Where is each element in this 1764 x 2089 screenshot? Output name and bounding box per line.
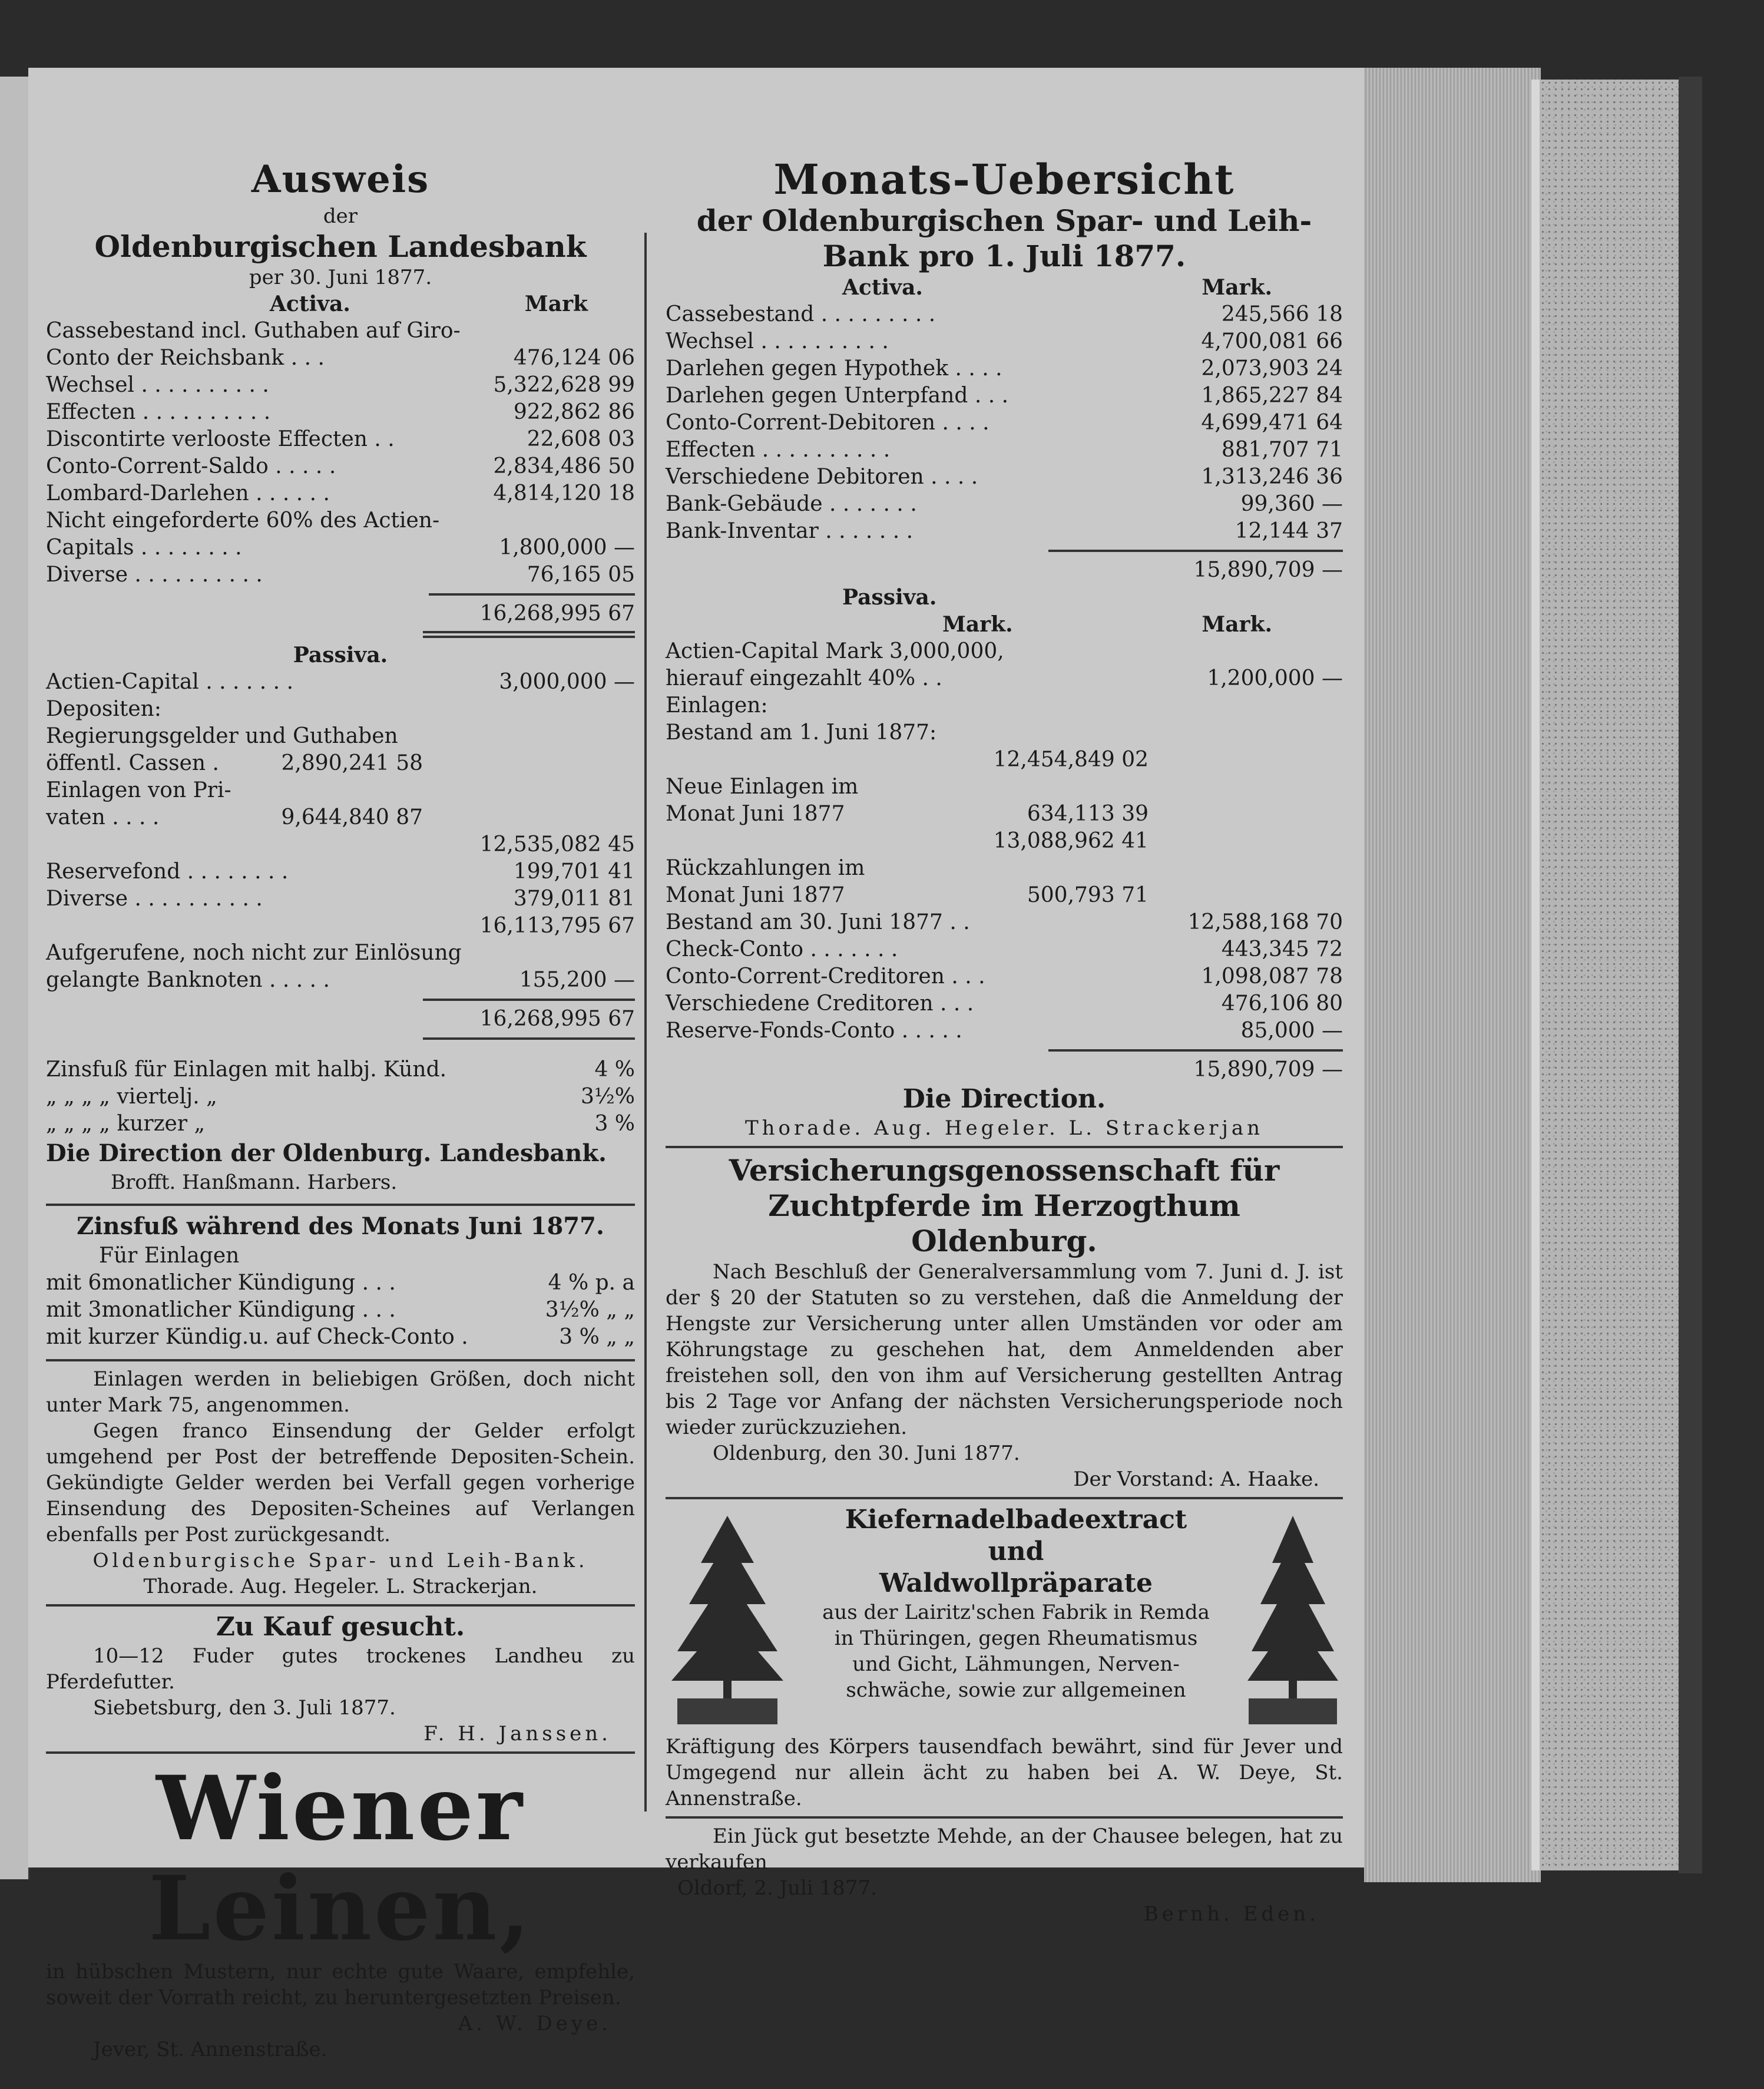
kiefer-l4: schwäche, sowie zur allgemeinen bbox=[846, 1678, 1186, 1702]
monat-sub1: der Oldenburgischen Spar- und Leih- bbox=[696, 203, 1312, 238]
activa-total: 16,268,995 67 bbox=[479, 601, 635, 626]
row-value: 881,707 71 bbox=[1221, 438, 1343, 462]
table-row bbox=[666, 1017, 1343, 1044]
pine-tree-icon bbox=[666, 1516, 789, 1728]
row-value: 1,200,000 — bbox=[1207, 666, 1343, 690]
row-label: Wechsel . . . . . . . . . . bbox=[46, 373, 269, 397]
zinsfuss-title: Zinsfuß während des Monats Juni 1877. bbox=[77, 1212, 604, 1240]
row-label: Actien-Capital Mark 3,000,000, bbox=[666, 639, 1004, 663]
kiefer-l2: in Thüringen, gegen Rheumatismus bbox=[834, 1627, 1198, 1650]
table-row bbox=[46, 453, 635, 480]
book-cover bbox=[1531, 80, 1687, 1870]
left-column bbox=[46, 156, 635, 2062]
row-label: Bestand am 1. Juni 1877: bbox=[666, 720, 937, 745]
wiener-place: Jever, St. Annenstraße. bbox=[93, 2038, 327, 2061]
row-value: 3½% bbox=[580, 1085, 635, 1109]
table-row bbox=[666, 990, 1343, 1017]
monat-activa-label: Activa. bbox=[842, 275, 923, 300]
landesbank-signers: Brofft. Hanßmann. Harbers. bbox=[111, 1171, 398, 1194]
monat-passiva-total: 15,890,709 — bbox=[1193, 1057, 1343, 1082]
monat-direction: Die Direction. bbox=[902, 1084, 1106, 1114]
row-value: 245,566 18 bbox=[1221, 302, 1343, 326]
wiener-text: in hübschen Mustern, nur echte gute Waare, empfehle, soweit der Vorrath reicht, zu heruntergesetzten Preisen. bbox=[46, 1960, 635, 2009]
row-label: Verschiedene Debitoren . . . . bbox=[666, 465, 978, 489]
previous-page-edge bbox=[0, 77, 30, 1879]
table-row bbox=[46, 507, 635, 534]
row-value: 5,322,628 99 bbox=[493, 373, 635, 397]
row-value: 155,200 — bbox=[519, 968, 635, 992]
table-row bbox=[46, 913, 635, 940]
monat-passiva-label: Passiva. bbox=[842, 585, 937, 610]
table-row bbox=[46, 1056, 635, 1083]
zinsfuss-rates bbox=[46, 1056, 635, 1138]
monat-passiva-mark-row bbox=[666, 611, 1343, 638]
row-label: Einlagen: bbox=[666, 693, 768, 718]
row-label: Discontirte verlooste Effecten . . bbox=[46, 427, 395, 451]
row-label: Bestand am 30. Juni 1877 . . bbox=[666, 910, 970, 934]
row-label: öffentl. Cassen . bbox=[46, 751, 219, 775]
monat-activa-total: 15,890,709 — bbox=[1193, 558, 1343, 582]
row-label: Cassebestand incl. Guthaben auf Giro- bbox=[46, 319, 461, 343]
monat-activa-total-row bbox=[666, 557, 1343, 584]
kauf-place: Siebetsburg, den 3. Juli 1877. bbox=[93, 1696, 396, 1720]
table-row bbox=[46, 1083, 635, 1110]
cover-edge bbox=[1679, 77, 1702, 1873]
zinsfuss-fuer: Für Einlagen bbox=[99, 1244, 240, 1268]
row-label: hierauf eingezahlt 40% . . bbox=[666, 666, 942, 690]
row-label: Actien-Capital . . . . . . . bbox=[46, 670, 294, 694]
kiefer-text: Kräftigung des Körpers tausendfach bewährt, sind für Jever und Umgegend nur allein ächt zu haben bei A. W. Deye, St. Annenstraße. bbox=[666, 1735, 1343, 1810]
row-value: 1,098,087 78 bbox=[1201, 964, 1343, 989]
row-value: 2,073,903 24 bbox=[1201, 356, 1343, 381]
table-row bbox=[666, 692, 1343, 719]
row-value: 12,588,168 70 bbox=[1187, 910, 1343, 934]
row-label: Effecten . . . . . . . . . . bbox=[666, 438, 891, 462]
row-value: 3 % „ „ bbox=[559, 1325, 635, 1349]
row-label: Einlagen von Pri- bbox=[46, 778, 231, 802]
passiva-total: 16,268,995 67 bbox=[479, 1007, 635, 1031]
row-subvalue: 13,088,962 41 bbox=[993, 829, 1149, 853]
table-row bbox=[666, 828, 1343, 855]
table-row bbox=[46, 858, 635, 885]
activa-label: Activa. bbox=[270, 292, 350, 316]
versich-title3: Oldenburg. bbox=[911, 1224, 1097, 1258]
table-row bbox=[46, 885, 635, 913]
row-subvalue: 9,644,840 87 bbox=[281, 805, 423, 829]
row-label: Diverse . . . . . . . . . . bbox=[46, 563, 263, 587]
row-label: Darlehen gegen Hypothek . . . . bbox=[666, 356, 1002, 381]
row-value: 1,313,246 36 bbox=[1201, 465, 1343, 489]
zinsfuss-para2: Gegen franco Einsendung der Gelder erfolgt umgehend per Post der betreffende Depositen-Schein. Gekündigte Gelder werden bei Verfall gegen vorherige Einsendung des Depositen-Scheines auf Verlangen ebenfalls per Post zurückgesandt. bbox=[46, 1419, 635, 1546]
activa-total-row bbox=[46, 600, 635, 627]
row-label: mit 3monatlicher Kündigung . . . bbox=[46, 1298, 396, 1322]
row-value: 12,535,082 45 bbox=[479, 832, 635, 857]
row-label: Conto-Corrent-Creditoren . . . bbox=[666, 964, 985, 989]
row-value: 4,700,081 66 bbox=[1201, 329, 1343, 353]
table-row bbox=[46, 1270, 635, 1297]
row-label: Rückzahlungen im bbox=[666, 856, 865, 880]
table-row bbox=[666, 963, 1343, 990]
row-subvalue: 2,890,241 58 bbox=[281, 751, 423, 775]
passiva-total-row bbox=[46, 1006, 635, 1033]
table-row bbox=[46, 696, 635, 723]
row-subvalue: 500,793 71 bbox=[1027, 883, 1149, 907]
row-value: 99,360 — bbox=[1240, 492, 1343, 516]
monat-mark-mid: Mark. bbox=[942, 612, 1013, 637]
table-row bbox=[46, 967, 635, 994]
monat-passiva-list bbox=[666, 638, 1343, 1044]
kauf-signer: F. H. Janssen. bbox=[423, 1722, 611, 1746]
column-rule bbox=[644, 233, 647, 1812]
row-label: Nicht eingeforderte 60% des Actien- bbox=[46, 508, 440, 533]
newspaper-page bbox=[28, 68, 1364, 2061]
table-row bbox=[46, 750, 635, 777]
table-row bbox=[666, 518, 1343, 545]
sparbank-signers: Thorade. Aug. Hegeler. L. Strackerjan. bbox=[143, 1575, 538, 1598]
row-value: 476,124 06 bbox=[513, 346, 635, 370]
row-value: 12,144 37 bbox=[1235, 519, 1343, 543]
row-label: Monat Juni 1877 bbox=[666, 802, 845, 826]
row-value: 4,814,120 18 bbox=[493, 481, 635, 505]
row-label: Neue Einlagen im bbox=[666, 775, 859, 799]
kiefer-t1: Kiefernadelbadeextract bbox=[845, 1505, 1187, 1535]
row-label: Wechsel . . . . . . . . . . bbox=[666, 329, 889, 353]
table-row bbox=[666, 855, 1343, 882]
row-value: 1,800,000 — bbox=[499, 536, 635, 560]
row-value: 199,701 41 bbox=[513, 860, 635, 884]
passiva-label: Passiva. bbox=[293, 643, 388, 667]
kiefer-center bbox=[795, 1504, 1237, 1703]
row-label: „ „ „ „ viertelj. „ bbox=[46, 1085, 217, 1109]
table-row bbox=[46, 399, 635, 426]
row-label: „ „ „ „ kurzer „ bbox=[46, 1112, 206, 1136]
juck-signer: Bernh. Eden. bbox=[1143, 1902, 1319, 1926]
row-label: Check-Conto . . . . . . . bbox=[666, 937, 898, 961]
table-row bbox=[666, 382, 1343, 409]
row-label: Effecten . . . . . . . . . . bbox=[46, 400, 271, 424]
row-label: Regierungsgelder und Guthaben bbox=[46, 724, 398, 748]
row-label: Bank-Gebäude . . . . . . . bbox=[666, 492, 917, 516]
table-row bbox=[666, 936, 1343, 963]
row-label: mit 6monatlicher Kündigung . . . bbox=[46, 1271, 396, 1295]
row-label: Bank-Inventar . . . . . . . bbox=[666, 519, 914, 543]
wiener-signer: A. W. Deye. bbox=[458, 2012, 611, 2035]
row-label: Conto der Reichsbank . . . bbox=[46, 346, 325, 370]
table-row bbox=[46, 804, 635, 831]
zinsfuss-list bbox=[46, 1270, 635, 1351]
ausweis-bank: Oldenburgischen Landesbank bbox=[94, 229, 587, 264]
juck-text: Ein Jück gut besetzte Mehde, an der Chausee belegen, hat zu verkaufen bbox=[666, 1824, 1343, 1874]
versich-text: Nach Beschluß der Generalversammlung vom 7. Juni d. J. ist der § 20 der Statuten so zu verstehen, daß die Anmeldung der Hengste zur Versicherung unter allen Umständen vor oder am Köhrungstage zu geschehen hat, dem Anmeldenden aber freistehen soll, den von ihm auf Versicherung gestellten Antrag bis 2 Tage vor Anfang der nächsten Versicherungsperiode noch wieder zurückzuziehen. bbox=[666, 1260, 1343, 1439]
table-row bbox=[666, 355, 1343, 382]
row-label: Verschiedene Creditoren . . . bbox=[666, 991, 974, 1016]
table-row bbox=[666, 491, 1343, 518]
row-label: Depositen: bbox=[46, 697, 161, 721]
table-row bbox=[46, 831, 635, 858]
row-value: 3,000,000 — bbox=[499, 670, 635, 694]
row-label: Darlehen gegen Unterpfand . . . bbox=[666, 384, 1009, 408]
table-row bbox=[46, 1324, 635, 1351]
row-label: gelangte Banknoten . . . . . bbox=[46, 968, 330, 992]
table-row bbox=[46, 777, 635, 804]
table-row bbox=[46, 940, 635, 967]
mark-label: Mark bbox=[524, 292, 588, 316]
row-value: 2,834,486 50 bbox=[493, 454, 635, 478]
row-label: Zinsfuß für Einlagen mit halbj. Künd. bbox=[46, 1057, 447, 1082]
landesbank-direction: Die Direction der Oldenburg. Landesbank. bbox=[46, 1139, 607, 1167]
table-row bbox=[666, 774, 1343, 801]
table-row bbox=[46, 723, 635, 750]
ausweis-activa-list bbox=[46, 318, 635, 589]
table-row bbox=[46, 426, 635, 453]
row-label: Cassebestand . . . . . . . . . bbox=[666, 302, 936, 326]
monat-title: Monats-Uebersicht bbox=[773, 155, 1235, 204]
monat-signers: Thorade. Aug. Hegeler. L. Strackerjan bbox=[744, 1116, 1264, 1140]
table-row bbox=[46, 345, 635, 372]
row-subvalue: 634,113 39 bbox=[1027, 802, 1149, 826]
wiener-title: Wiener Leinen, bbox=[148, 1757, 532, 1961]
row-value: 3 % bbox=[594, 1112, 635, 1136]
row-label: Reservefond . . . . . . . . bbox=[46, 860, 289, 884]
ausweis-date: per 30. Juni 1877. bbox=[249, 266, 432, 289]
monat-sub2: Bank pro 1. Juli 1877. bbox=[822, 239, 1186, 273]
table-row bbox=[46, 669, 635, 696]
table-row bbox=[46, 318, 635, 345]
row-value: 443,345 72 bbox=[1221, 937, 1343, 961]
versich-title1: Versicherungsgenossenschaft für bbox=[729, 1153, 1280, 1188]
monat-mark-right: Mark. bbox=[1202, 612, 1272, 637]
row-value: 379,011 81 bbox=[513, 887, 635, 911]
row-subvalue: 12,454,849 02 bbox=[993, 748, 1149, 772]
kiefer-l1: aus der Lairitz'schen Fabrik in Remda bbox=[822, 1601, 1210, 1624]
monat-activa-header bbox=[666, 274, 1343, 301]
table-row bbox=[666, 437, 1343, 464]
kiefer-t3: Waldwollpräparate bbox=[879, 1568, 1153, 1598]
row-value: 476,106 80 bbox=[1221, 991, 1343, 1016]
monat-mark-label: Mark. bbox=[1202, 275, 1272, 300]
row-value: 4 % bbox=[594, 1057, 635, 1082]
row-value: 1,865,227 84 bbox=[1201, 384, 1343, 408]
row-label: Monat Juni 1877 bbox=[666, 883, 845, 907]
table-row bbox=[666, 719, 1343, 746]
table-row bbox=[666, 464, 1343, 491]
table-row bbox=[666, 882, 1343, 909]
monat-activa-list bbox=[666, 301, 1343, 545]
row-label: mit kurzer Kündig.u. auf Check-Conto . bbox=[46, 1325, 468, 1349]
table-row bbox=[46, 1297, 635, 1324]
juck-place: Oldorf, 2. Juli 1877. bbox=[677, 1876, 877, 1900]
row-label: Lombard-Darlehen . . . . . . bbox=[46, 481, 330, 505]
monat-passiva-row bbox=[666, 584, 1343, 611]
row-label: Capitals . . . . . . . . bbox=[46, 536, 242, 560]
table-row bbox=[666, 909, 1343, 936]
ausweis-der: der bbox=[323, 204, 358, 228]
kiefer-l3: und Gicht, Lähmungen, Nerven- bbox=[852, 1652, 1180, 1676]
table-row bbox=[46, 561, 635, 589]
versich-place: Oldenburg, den 30. Juni 1877. bbox=[713, 1442, 1020, 1465]
page-block-edge bbox=[1364, 68, 1541, 1882]
table-row bbox=[46, 534, 635, 561]
row-label: Conto-Corrent-Saldo . . . . . bbox=[46, 454, 336, 478]
ausweis-title: Ausweis bbox=[251, 157, 430, 201]
ausweis-passiva-list bbox=[46, 669, 635, 994]
row-value: 4 % p. a bbox=[548, 1271, 635, 1295]
row-value: 85,000 — bbox=[1240, 1019, 1343, 1043]
row-value: 3½% „ „ bbox=[545, 1298, 635, 1322]
kiefer-ad bbox=[666, 1504, 1343, 1734]
table-row bbox=[46, 1110, 635, 1138]
table-row bbox=[666, 409, 1343, 437]
table-row bbox=[46, 372, 635, 399]
right-column bbox=[666, 156, 1343, 1927]
table-row bbox=[666, 746, 1343, 774]
row-value: 4,699,471 64 bbox=[1201, 411, 1343, 435]
table-row bbox=[666, 638, 1343, 665]
table-row bbox=[666, 328, 1343, 355]
row-label: Aufgerufene, noch nicht zur Einlösung bbox=[46, 941, 462, 965]
row-label: Conto-Corrent-Debitoren . . . . bbox=[666, 411, 989, 435]
table-row bbox=[46, 480, 635, 507]
table-row bbox=[666, 301, 1343, 328]
table-row bbox=[666, 665, 1343, 692]
row-label: Reserve-Fonds-Conto . . . . . bbox=[666, 1019, 962, 1043]
row-value: 922,862 86 bbox=[513, 400, 635, 424]
monat-passiva-total-row bbox=[666, 1056, 1343, 1083]
zinsfuss-para1: Einlagen werden in beliebigen Größen, doch nicht unter Mark 75, angenommen. bbox=[46, 1367, 635, 1417]
row-value: 76,165 05 bbox=[527, 563, 635, 587]
kauf-title: Zu Kauf gesucht. bbox=[216, 1612, 465, 1642]
versich-title2: Zuchtpferde im Herzogthum bbox=[768, 1188, 1240, 1223]
versich-signer: Der Vorstand: A. Haake. bbox=[1073, 1467, 1319, 1491]
row-value: 16,113,795 67 bbox=[479, 914, 635, 938]
activa-header bbox=[46, 290, 635, 318]
row-label: Diverse . . . . . . . . . . bbox=[46, 887, 263, 911]
row-value: 22,608 03 bbox=[527, 427, 635, 451]
pine-tree-icon bbox=[1243, 1516, 1343, 1728]
kiefer-t2: und bbox=[988, 1536, 1044, 1566]
table-row bbox=[666, 801, 1343, 828]
kauf-text: 10—12 Fuder gutes trockenes Landheu zu Pferdefutter. bbox=[46, 1644, 635, 1694]
row-label: vaten . . . . bbox=[46, 805, 160, 829]
sparbank-name: Oldenburgische Spar- und Leih-Bank. bbox=[92, 1549, 588, 1572]
